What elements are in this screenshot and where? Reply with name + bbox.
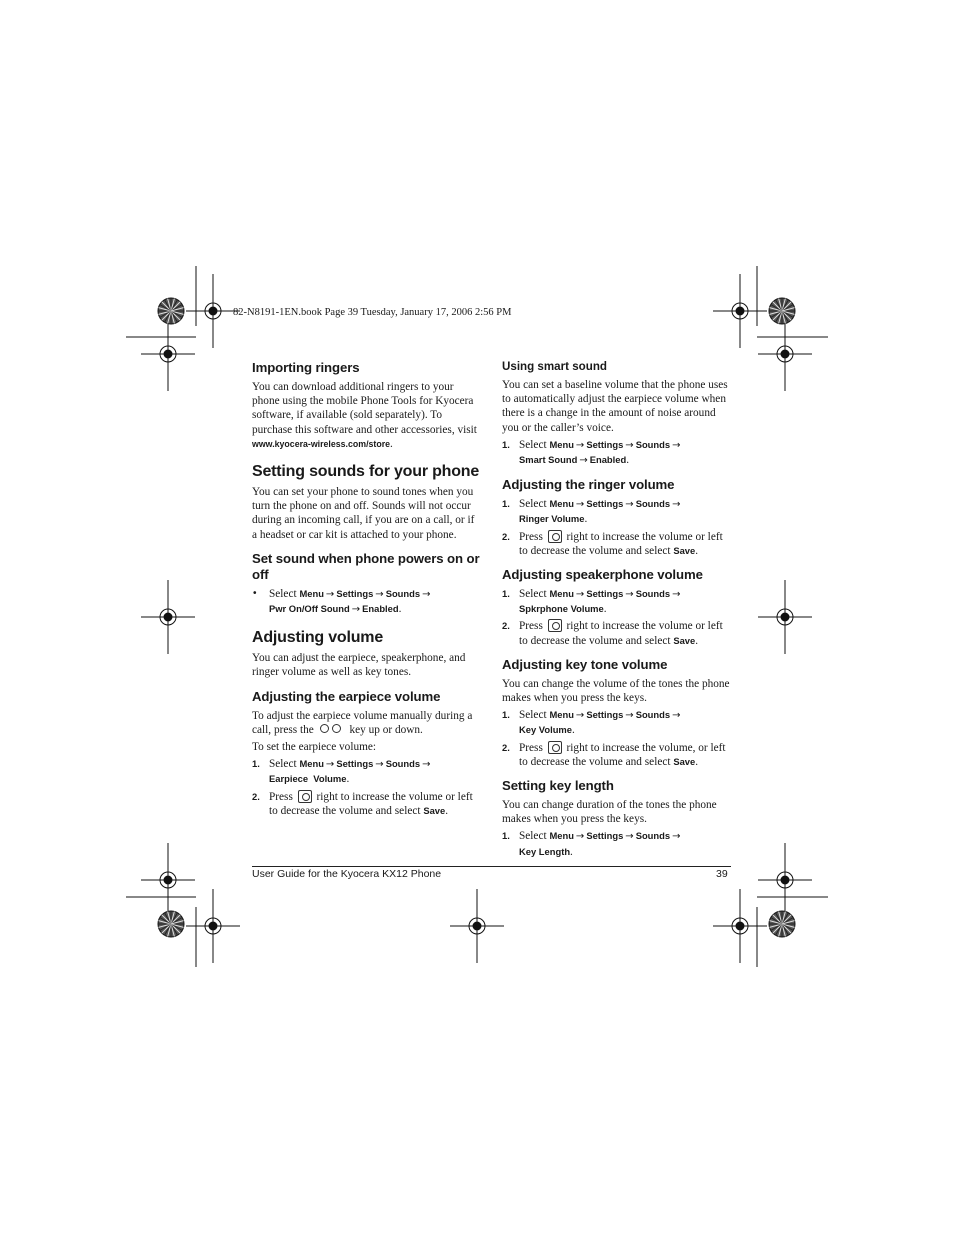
arrow-icon: → bbox=[575, 831, 585, 843]
menu-path-item: Settings bbox=[586, 588, 624, 600]
setting-sounds-body: You can set your phone to sound tones when you turn the phone on and off. Sounds will not occur during an incoming call, if you are on a call, or if a headset or car kit is attached to your phone. bbox=[252, 486, 475, 541]
left-column bbox=[252, 360, 482, 821]
key-tone-heading: Adjusting key tone volume bbox=[502, 656, 668, 672]
key-length-heading: Setting key length bbox=[502, 778, 614, 794]
key-tone-body: You can change the volume of the tones the phone makes when you press the keys. bbox=[502, 677, 730, 705]
importing-ringers-body: You can download additional ringers to your phone using the mobile Phone Tools for Kyocera software, if available (sold separately). To purchase this software and other accessories, visit www.kyocera-wireless.com/store. bbox=[252, 381, 477, 450]
navigation-key-icon bbox=[298, 790, 312, 803]
menu-path-item: Settings bbox=[336, 758, 374, 770]
list-item: 1. Select Menu → Settings → Sounds → Key Volume. bbox=[502, 709, 681, 737]
menu-path-item: Settings bbox=[586, 709, 624, 721]
menu-path-item: Menu bbox=[549, 498, 574, 510]
earpiece-body: To adjust the earpiece volume manually during a call, press the key up or down. bbox=[252, 709, 473, 736]
list-item: 2. Press right to increase the volume, or left to decrease the volume and select Save. bbox=[502, 741, 726, 768]
arrow-icon: → bbox=[672, 439, 681, 451]
arrow-icon: → bbox=[575, 439, 585, 451]
menu-path-item: Enabled bbox=[589, 454, 627, 466]
speakerphone-heading: Adjusting speakerphone volume bbox=[502, 567, 703, 583]
registration-mark-icon bbox=[186, 889, 240, 963]
save-label: Save bbox=[673, 544, 696, 556]
menu-path-item: Spkrphone Volume bbox=[519, 603, 604, 615]
registration-mark-icon bbox=[141, 317, 195, 391]
store-link[interactable]: www.kyocera-wireless.com/store bbox=[252, 438, 391, 449]
footer-title: User Guide for the Kyocera KX12 Phone bbox=[252, 868, 442, 880]
importing-ringers-heading: Importing ringers bbox=[252, 360, 360, 375]
menu-path-item: Key Volume bbox=[519, 724, 572, 736]
smart-sound-heading: Using smart sound bbox=[502, 360, 608, 373]
list-item: 1. Select Menu → Settings → Sounds → Earpiece Volume. bbox=[252, 758, 431, 786]
arrow-icon: → bbox=[579, 455, 588, 467]
menu-path-item: Sounds bbox=[635, 438, 671, 450]
menu-path-item: Settings bbox=[586, 498, 624, 510]
bullet: • bbox=[252, 587, 258, 599]
arrow-icon: → bbox=[351, 604, 361, 616]
arrow-icon: → bbox=[672, 831, 681, 843]
menu-path-item: Sounds bbox=[635, 709, 671, 721]
menu-path-item: Key Length bbox=[519, 845, 571, 857]
menu-path-item: Ringer Volume bbox=[519, 513, 585, 525]
key-length-body: You can change duration of the tones the phone makes when you press the keys. bbox=[502, 799, 717, 826]
arrow-icon: → bbox=[625, 499, 634, 511]
list-item: 1. Select Menu → Settings → Sounds → Smart Sound → Enabled. bbox=[502, 438, 681, 467]
earpiece-intro: To set the earpiece volume: bbox=[252, 741, 377, 754]
registration-mark-icon bbox=[758, 843, 812, 917]
menu-path-item: Sounds bbox=[635, 588, 671, 600]
list-item: 1. Select Menu → Settings → Sounds → Key Length. bbox=[502, 830, 681, 858]
arrow-icon: → bbox=[672, 710, 681, 722]
registration-mark-icon bbox=[141, 580, 195, 654]
arrow-icon: → bbox=[325, 588, 335, 600]
arrow-icon: → bbox=[575, 589, 585, 601]
starburst-mark-icon bbox=[158, 911, 184, 937]
earpiece-heading: Adjusting the earpiece volume bbox=[252, 688, 441, 704]
registration-mark-icon bbox=[141, 843, 195, 917]
arrow-icon: → bbox=[672, 589, 681, 601]
navigation-key-icon bbox=[548, 741, 562, 754]
list-item: 1. Select Menu → Settings → Sounds → Ringer Volume. bbox=[502, 498, 681, 526]
set-sound-power-heading: Set sound when phone powers on or off bbox=[252, 550, 480, 582]
list-item: 2. Press right to increase the volume or left to decrease the volume and select Save. bbox=[502, 620, 723, 647]
starburst-mark-icon bbox=[769, 298, 795, 324]
page-number: 39 bbox=[716, 868, 728, 880]
arrow-icon: → bbox=[625, 831, 634, 843]
setting-sounds-heading: Setting sounds for your phone bbox=[252, 463, 480, 481]
starburst-mark-icon bbox=[158, 298, 184, 324]
book-info-header: 82-N8191-1EN.book Page 39 Tuesday, January 17, 2006 2:56 PM bbox=[233, 307, 512, 318]
navigation-key-icon bbox=[548, 619, 562, 632]
list-item: 2. Press right to increase the volume or left to decrease the volume and select Save. bbox=[252, 790, 473, 817]
smart-sound-body: You can set a baseline volume that the phone uses to automatically adjust the earpiece volume when there is a change in the amount of noise around you or the caller’s voice. bbox=[502, 379, 728, 434]
menu-path-item: Settings bbox=[586, 438, 624, 450]
menu-path-item: Sounds bbox=[385, 587, 421, 599]
menu-path-item: Earpiece Volume bbox=[269, 773, 347, 785]
menu-path-item: Settings bbox=[586, 830, 624, 842]
arrow-icon: → bbox=[575, 710, 585, 722]
footer-rule bbox=[252, 866, 731, 867]
starburst-mark-icon bbox=[769, 911, 795, 937]
arrow-icon: → bbox=[422, 588, 431, 600]
arrow-icon: → bbox=[375, 588, 384, 600]
menu-path-item: Menu bbox=[549, 830, 574, 842]
list-item: • Select Menu → Settings → Sounds → Pwr On/Off Sound → Enabled. bbox=[252, 587, 431, 616]
volume-key-icon bbox=[319, 724, 345, 734]
registration-mark-icon bbox=[713, 889, 767, 963]
navigation-key-icon bbox=[548, 530, 562, 543]
arrow-icon: → bbox=[375, 759, 384, 771]
menu-path-item: Menu bbox=[299, 758, 324, 770]
menu-path-item: Sounds bbox=[385, 758, 421, 770]
menu-path-item: Menu bbox=[549, 588, 574, 600]
menu-path-item: Menu bbox=[299, 587, 324, 599]
registration-mark-icon bbox=[758, 580, 812, 654]
menu-path-item: Enabled bbox=[362, 603, 399, 615]
save-label: Save bbox=[423, 804, 446, 816]
menu-path-item: Menu bbox=[549, 438, 574, 450]
menu-path-item: Pwr On/Off Sound bbox=[269, 603, 350, 615]
arrow-icon: → bbox=[625, 710, 634, 722]
list-item: 2. Press right to increase the volume or left to decrease the volume and select Save. bbox=[502, 530, 723, 557]
arrow-icon: → bbox=[625, 439, 634, 451]
menu-path-item: Sounds bbox=[635, 830, 671, 842]
menu-path-item: Sounds bbox=[635, 498, 671, 510]
arrow-icon: → bbox=[422, 759, 431, 771]
registration-mark-icon bbox=[758, 317, 812, 391]
ringer-heading: Adjusting the ringer volume bbox=[502, 477, 675, 493]
adjusting-volume-body: You can adjust the earpiece, speakerphone, and ringer volume as well as key tones. bbox=[252, 652, 466, 679]
adjusting-volume-heading: Adjusting volume bbox=[252, 629, 384, 647]
arrow-icon: → bbox=[325, 759, 335, 771]
arrow-icon: → bbox=[672, 499, 681, 511]
arrow-icon: → bbox=[575, 499, 585, 511]
menu-path-item: Menu bbox=[549, 709, 574, 721]
menu-path-item: Settings bbox=[336, 587, 374, 599]
menu-path-item: Smart Sound bbox=[519, 454, 578, 466]
list-item: 1. Select Menu → Settings → Sounds → Spkrphone Volume. bbox=[502, 588, 681, 616]
save-label: Save bbox=[673, 755, 696, 767]
save-label: Save bbox=[673, 634, 696, 646]
right-column bbox=[502, 360, 732, 862]
arrow-icon: → bbox=[625, 589, 634, 601]
registration-mark-icon bbox=[450, 889, 504, 963]
